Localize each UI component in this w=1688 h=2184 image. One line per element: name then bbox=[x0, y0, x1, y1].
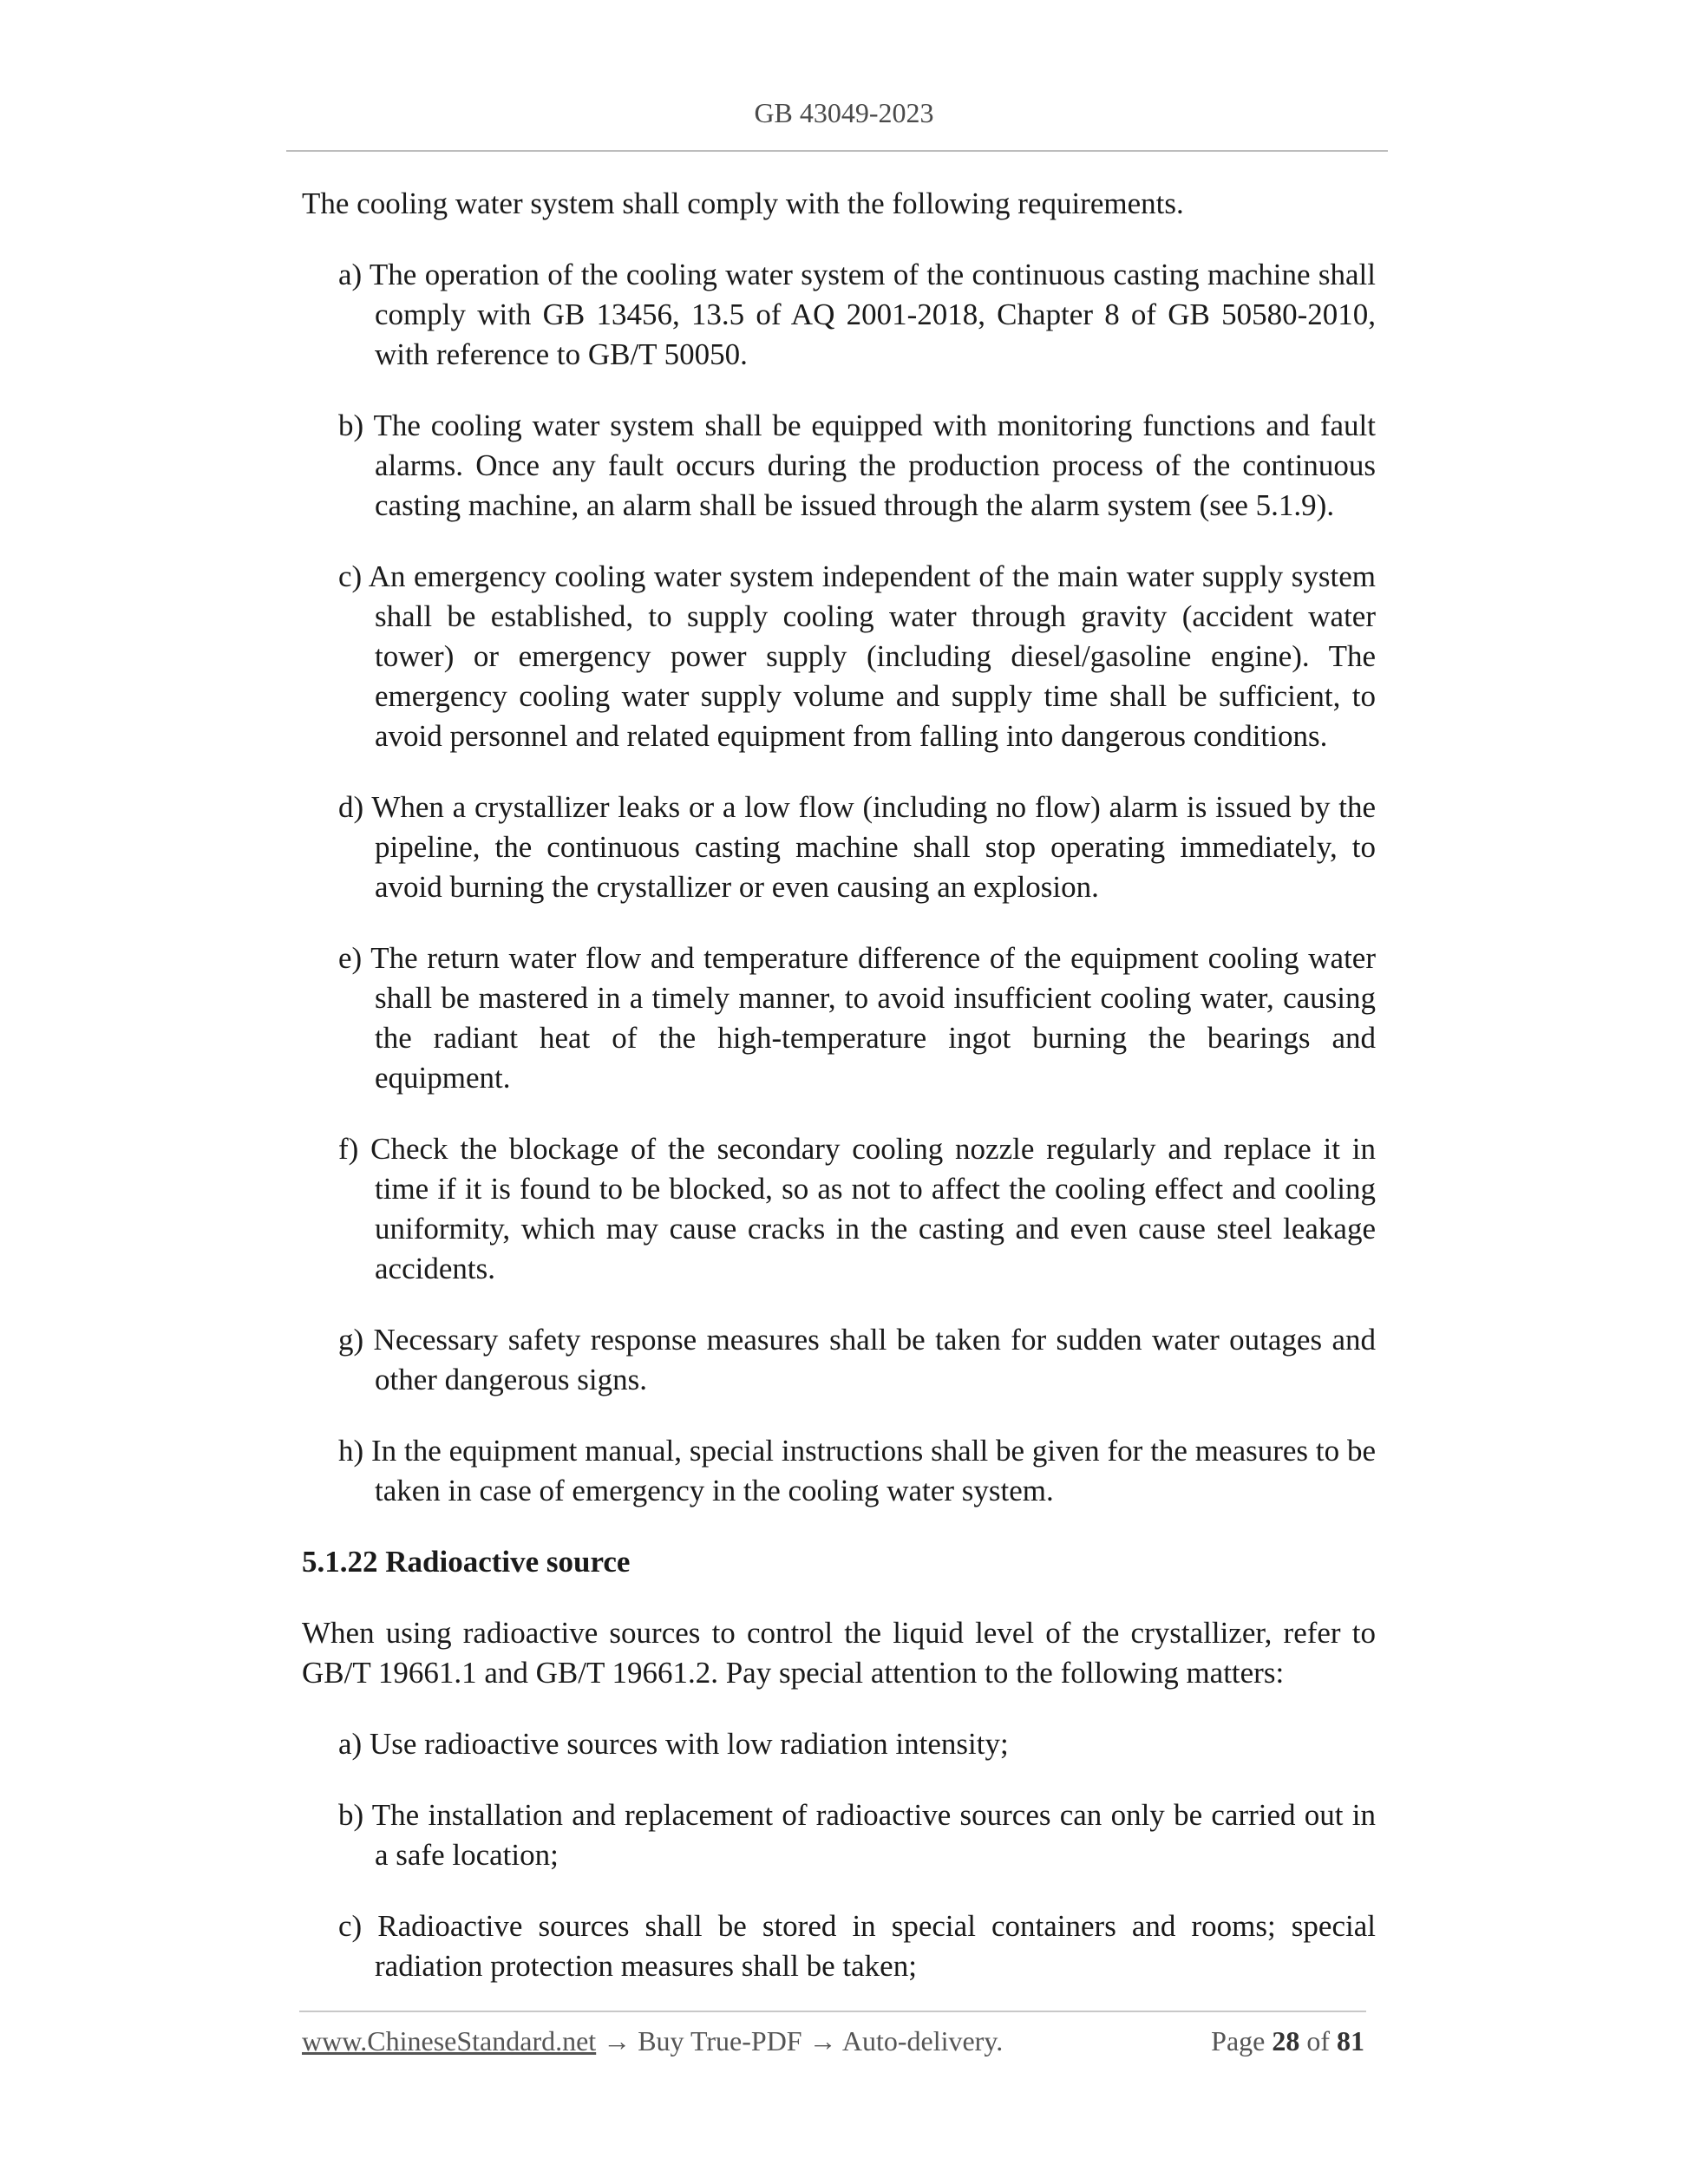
list-item: b) The installation and replacement of radioactive sources can only be carried out in a safe location; bbox=[338, 1798, 1376, 1872]
current-page-number: 28 bbox=[1272, 2025, 1300, 2056]
footer-promo bbox=[302, 2025, 1003, 2057]
document-code-header: GB 43049-2023 bbox=[754, 97, 934, 128]
total-pages-number: 81 bbox=[1337, 2025, 1364, 2056]
buy-true-pdf-text: Buy True-PDF bbox=[638, 2025, 802, 2056]
footer-divider bbox=[299, 2011, 1366, 2012]
page-indicator bbox=[1211, 2025, 1364, 2057]
website-link[interactable]: www.ChineseStandard.net bbox=[302, 2025, 597, 2056]
list-item: e) The return water flow and temperature difference of the equipment cooling water shall be mastered in a timely manner, to avoid insufficient cooling water, causing the radiant heat of the high-temperature ingot burning the bearings and equipment. bbox=[338, 941, 1376, 1095]
arrow-right-icon: → bbox=[808, 2025, 837, 2056]
list-item: c) Radioactive sources shall be stored in special containers and rooms; special radiation protection measures shall be taken; bbox=[338, 1909, 1376, 1983]
list-item: c) An emergency cooling water system independent of the main water supply system shall be established, to supply cooling water through gravity (accident water tower) or emergency power supply (including diesel/gasoline engine). The emergency cooling water supply volume and supply time shall be sufficient, to avoid personnel and related equipment from falling into dangerous conditions. bbox=[338, 559, 1376, 753]
list-item: g) Necessary safety response measures shall be taken for sudden water outages and other dangerous signs. bbox=[338, 1323, 1376, 1396]
auto-delivery-text: Auto-delivery. bbox=[841, 2025, 1004, 2056]
list-item: h) In the equipment manual, special instructions shall be given for the measures to be taken in case of emergency in the cooling water system. bbox=[338, 1434, 1376, 1507]
list-item: b) The cooling water system shall be equipped with monitoring functions and fault alarms. Once any fault occurs during the production process of the continuous casting machine, an alarm shall be issued through the alarm system (see 5.1.9). bbox=[338, 409, 1376, 522]
cooling-water-requirements-list bbox=[302, 255, 1376, 1511]
list-item: a) Use radioactive sources with low radiation intensity; bbox=[338, 1727, 1009, 1761]
page-content bbox=[302, 184, 1376, 2017]
page-label: Page bbox=[1211, 2025, 1266, 2056]
arrow-right-icon: → bbox=[603, 2025, 631, 2056]
list-item: f) Check the blockage of the secondary cooling nozzle regularly and replace it in time if it is found to be blocked, so as not to affect the cooling effect and cooling uniformity, which may cause cracks in the casting and even cause steel leakage accidents. bbox=[338, 1132, 1376, 1285]
section-heading-radioactive-source: 5.1.22 Radioactive source bbox=[302, 1545, 631, 1579]
header-divider bbox=[286, 150, 1388, 152]
of-label: of bbox=[1306, 2025, 1330, 2056]
list-item: a) The operation of the cooling water system of the continuous casting machine shall comply with GB 13456, 13.5 of AQ 2001-2018, Chapter 8 of GB 50580-2010, with reference to GB/T 50050. bbox=[338, 258, 1376, 371]
radioactive-source-intro: When using radioactive sources to control the liquid level of the crystallizer, refer to GB/T 19661.1 and GB/T 19661.2. Pay special attention to the following matters: bbox=[302, 1616, 1376, 1690]
list-item: d) When a crystallizer leaks or a low flow (including no flow) alarm is issued by the pipeline, the continuous casting machine shall stop operating immediately, to avoid burning the crystallizer or even causing an explosion. bbox=[338, 790, 1376, 904]
cooling-water-intro: The cooling water system shall comply with the following requirements. bbox=[302, 186, 1184, 220]
radioactive-source-list bbox=[302, 1724, 1376, 1986]
